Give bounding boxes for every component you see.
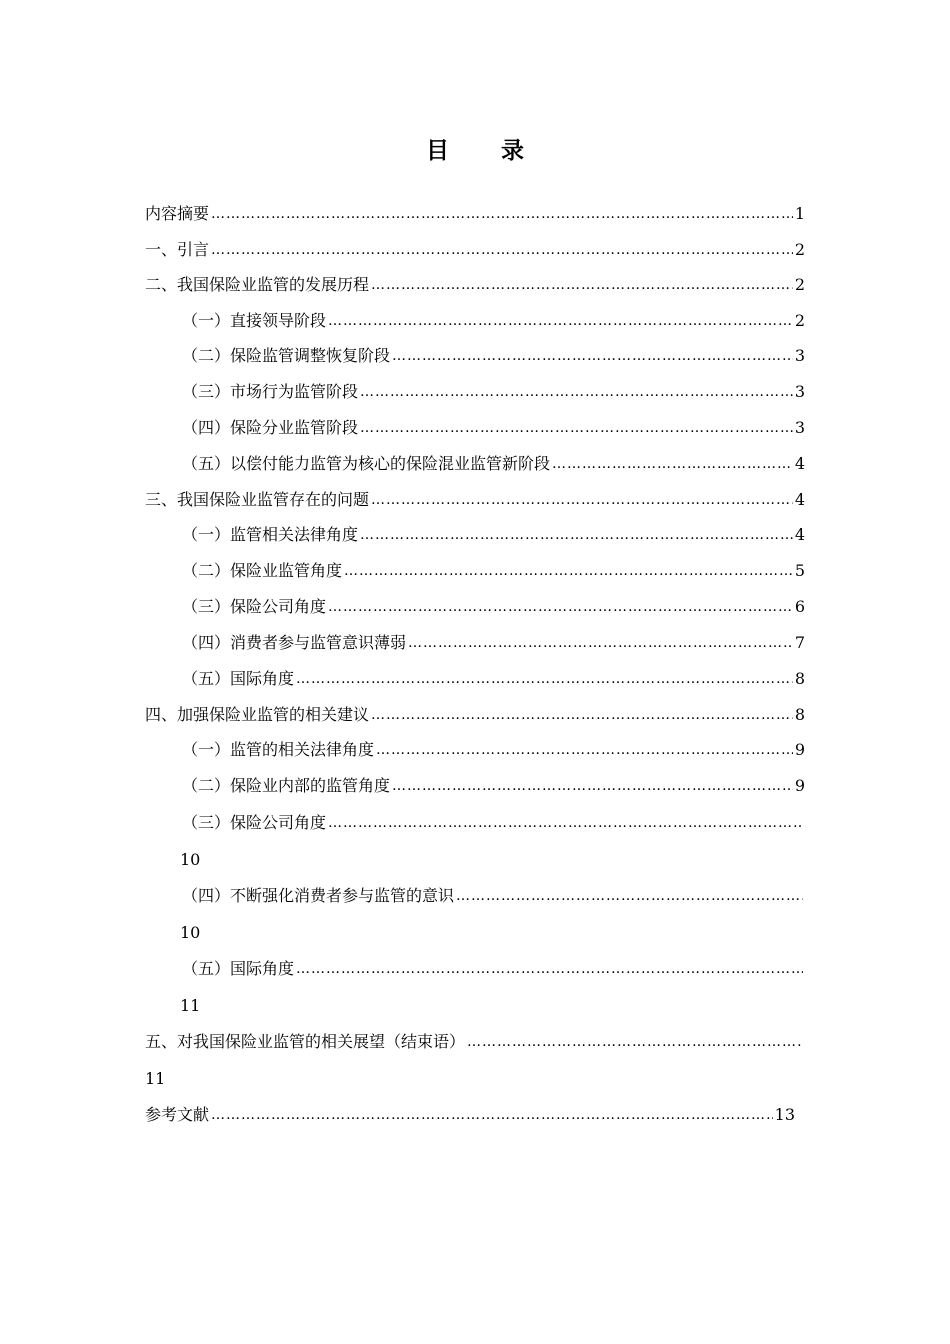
toc-entry[interactable] bbox=[182, 451, 805, 477]
toc-entry-page: 3 bbox=[794, 346, 805, 365]
toc-entry[interactable] bbox=[182, 594, 805, 620]
toc-entry-label: 四、加强保险业监管的相关建议 bbox=[145, 705, 370, 724]
toc-entry[interactable] bbox=[145, 702, 805, 728]
toc-entry[interactable] bbox=[182, 343, 805, 369]
toc-leader-dots bbox=[371, 487, 793, 513]
toc-leader-dots bbox=[328, 810, 803, 836]
toc-entry-page: 7 bbox=[794, 633, 805, 652]
toc-entry-page: 2 bbox=[794, 311, 805, 330]
toc-leader-dots bbox=[408, 630, 793, 656]
toc-entry-label: 参考文献 bbox=[145, 1105, 210, 1124]
toc-entry[interactable] bbox=[145, 487, 805, 513]
toc-leader-dots bbox=[467, 1029, 803, 1055]
toc-leader-dots bbox=[211, 201, 793, 227]
toc-entry-page: 1 bbox=[794, 204, 805, 223]
toc-leader-dots bbox=[360, 379, 793, 405]
toc-leader-dots bbox=[211, 237, 793, 263]
toc-leader-dots bbox=[371, 702, 793, 728]
toc-leader-dots bbox=[552, 451, 793, 477]
toc-entry-page: 10 bbox=[180, 923, 201, 942]
toc-entry-label: （一）监管的相关法律角度 bbox=[182, 740, 375, 759]
toc-entry[interactable] bbox=[182, 558, 805, 584]
toc-leader-dots bbox=[296, 666, 793, 692]
toc-leader-dots bbox=[328, 594, 793, 620]
toc-entry-label: 内容摘要 bbox=[145, 204, 210, 223]
toc-entry-label: （二）保险监管调整恢复阶段 bbox=[182, 346, 391, 365]
toc-entry-label: 三、我国保险业监管存在的问题 bbox=[145, 490, 370, 509]
toc-entry-page: 2 bbox=[794, 240, 805, 259]
toc-entry-page: 11 bbox=[180, 996, 201, 1015]
toc-entry-label: （四）保险分业监管阶段 bbox=[182, 418, 359, 437]
toc-entry-page: 9 bbox=[794, 776, 805, 795]
toc-entry[interactable] bbox=[145, 237, 805, 263]
toc-entry-label: （四）不断强化消费者参与监管的意识 bbox=[182, 886, 455, 905]
toc-leader-dots bbox=[456, 883, 803, 909]
toc-entry-label: （五）国际角度 bbox=[182, 959, 295, 978]
toc-leader-dots bbox=[360, 522, 793, 548]
toc-entry[interactable] bbox=[145, 272, 805, 298]
toc-entry-label: （三）保险公司角度 bbox=[182, 813, 327, 832]
toc-entry-label: （五）以偿付能力监管为核心的保险混业监管新阶段 bbox=[182, 454, 551, 473]
toc-entry-page: 4 bbox=[794, 525, 805, 544]
toc-leader-dots bbox=[392, 343, 793, 369]
toc-entry[interactable] bbox=[145, 201, 805, 227]
toc-entry-label: 二、我国保险业监管的发展历程 bbox=[145, 275, 370, 294]
toc-entry-page: 8 bbox=[794, 669, 805, 688]
page-title: 目 录 bbox=[425, 137, 546, 164]
toc-entry-page: 10 bbox=[180, 850, 201, 869]
toc-entry-label: （一）直接领导阶段 bbox=[182, 311, 327, 330]
toc-entry[interactable] bbox=[182, 415, 805, 441]
toc-leader-dots bbox=[371, 272, 793, 298]
toc-entry-label: 一、引言 bbox=[145, 240, 210, 259]
toc-entry-page: 2 bbox=[794, 275, 805, 294]
toc-entry-page: 3 bbox=[794, 382, 805, 401]
toc-entry-page: 13 bbox=[774, 1105, 795, 1124]
toc-entry[interactable] bbox=[182, 666, 805, 692]
toc-entry-label: （五）国际角度 bbox=[182, 669, 295, 688]
toc-entry-page: 11 bbox=[145, 1069, 166, 1088]
toc-entry-page: 6 bbox=[794, 597, 805, 616]
toc-entry-page: 4 bbox=[794, 490, 805, 509]
toc-entry-label: 五、对我国保险业监管的相关展望（结束语） bbox=[145, 1032, 466, 1051]
toc-leader-dots bbox=[392, 773, 793, 799]
toc-entry-label: （二）保险业监管角度 bbox=[182, 561, 343, 580]
toc-leader-dots bbox=[376, 737, 793, 763]
toc-entry-label: （四）消费者参与监管意识薄弱 bbox=[182, 633, 407, 652]
toc-entry-label: （三）保险公司角度 bbox=[182, 597, 327, 616]
toc-entry[interactable] bbox=[145, 1102, 795, 1128]
toc-entry-page: 8 bbox=[794, 705, 805, 724]
toc-entry[interactable] bbox=[182, 956, 805, 982]
toc-entry[interactable] bbox=[182, 737, 805, 763]
toc-entry[interactable] bbox=[182, 630, 805, 656]
toc-leader-dots bbox=[211, 1102, 773, 1128]
toc-leader-dots bbox=[296, 956, 803, 982]
toc-entry-label: （一）监管相关法律角度 bbox=[182, 525, 359, 544]
toc-entry[interactable] bbox=[182, 773, 805, 799]
toc-entry-label: （二）保险业内部的监管角度 bbox=[182, 776, 391, 795]
toc-entry[interactable] bbox=[182, 522, 805, 548]
toc-entry-page: 4 bbox=[794, 454, 805, 473]
toc-entry[interactable] bbox=[182, 379, 805, 405]
toc-entry-page: 5 bbox=[794, 561, 805, 580]
toc-entry[interactable] bbox=[182, 810, 805, 836]
toc-entry-page: 9 bbox=[794, 740, 805, 759]
toc-leader-dots bbox=[328, 308, 793, 334]
toc-entry-page: 3 bbox=[794, 418, 805, 437]
toc-leader-dots bbox=[360, 415, 793, 441]
toc-entry-label: （三）市场行为监管阶段 bbox=[182, 382, 359, 401]
toc-entry[interactable] bbox=[182, 308, 805, 334]
toc-leader-dots bbox=[344, 558, 793, 584]
toc-entry[interactable] bbox=[182, 883, 805, 909]
toc-entry[interactable] bbox=[145, 1029, 805, 1055]
